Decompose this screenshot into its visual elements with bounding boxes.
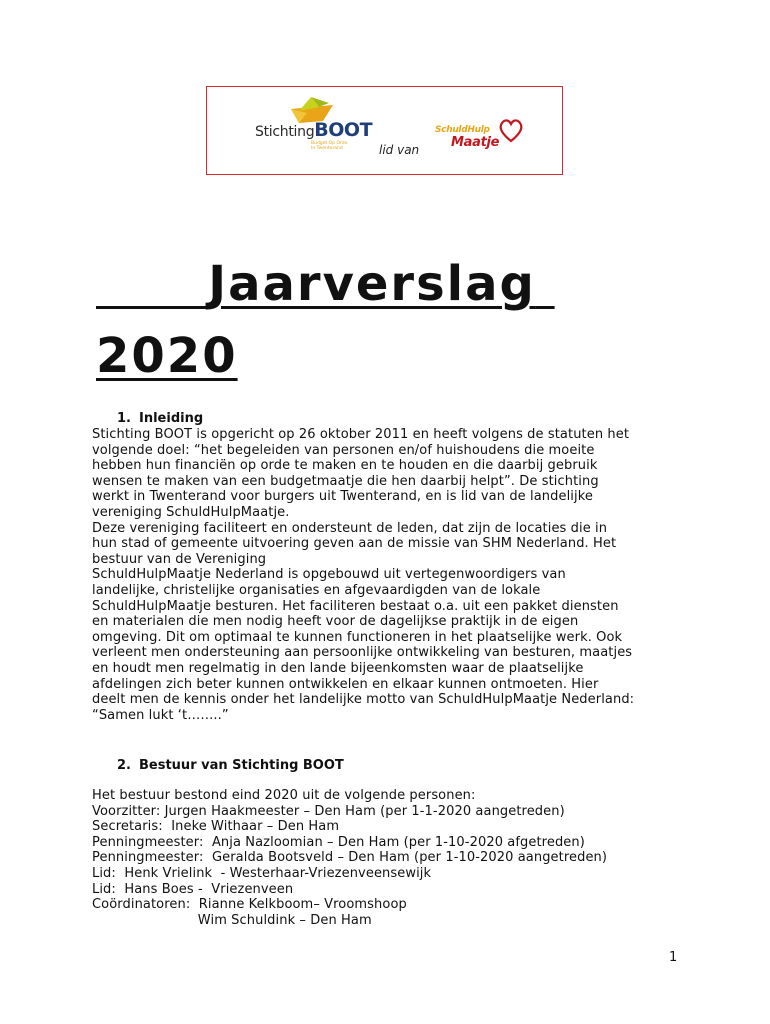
paragraph-line: Lid: Hans Boes - Vriezenveen (92, 881, 294, 897)
paragraph-line: Penningmeester: Geralda Bootsveld – Den Ham (per 1-10-2020 aangetreden) (92, 850, 608, 866)
paragraph-line: Lid: Henk Vrielink - Westerhaar-Vriezenveensewijk (92, 865, 432, 881)
paragraph-line: verleent men ondersteuning aan persoonlijke ontwikkeling van besturen, maatjes (92, 645, 633, 661)
shm-logo-line1: SchuldHulp (435, 125, 490, 135)
section2-number: 2. (117, 758, 131, 773)
section1-title: Inleiding (139, 411, 204, 426)
paragraph-line: bestuur van de Vereniging (92, 551, 267, 567)
paragraph-line: afdelingen zich beter kunnen ontwikkelen en elkaar kunnen ontmoeten. Hier (92, 676, 599, 692)
boot-logo-word2: BOOT (314, 119, 373, 141)
page-number: 1 (669, 950, 678, 965)
paragraph-line: SchuldHulpMaatje Nederland is opgebouwd uit vertegenwoordigers van (92, 567, 566, 583)
title-line1: Jaarverslag (208, 256, 536, 312)
paragraph-line: Voorzitter: Jurgen Haakmeester – Den Ham (per 1-1-2020 aangetreden) (92, 803, 565, 819)
paragraph-line: Wim Schuldink – Den Ham (92, 912, 372, 928)
section1-number: 1. (117, 411, 131, 426)
section2-body (92, 788, 607, 928)
title-line2: 2020 (96, 328, 238, 384)
paragraph-line: Deze vereniging faciliteert en ondersteunt de leden, dat zijn de locaties die in (92, 520, 608, 536)
paragraph-line: landelijke, christelijke organisaties en afgevaardigden van de lokale (92, 582, 541, 598)
heart-icon (497, 117, 525, 143)
paragraph-line: en houdt men regelmatig in den lande bijeenkomsten waar de plaatselijke (92, 660, 584, 676)
lid-van-label: lid van (379, 143, 420, 157)
boot-logo-word1: Stichting (255, 124, 315, 140)
paragraph-line: en materialen die men nodig heeft voor de dagelijkse praktijk in de eigen (92, 614, 579, 630)
paragraph-line: Het bestuur bestond eind 2020 uit de volgende personen: (92, 788, 476, 803)
stichting-boot-logo (255, 121, 372, 140)
paragraph-line: hebben hun financiën op orde te maken en te houden en die daarbij gebruik (92, 458, 598, 474)
paragraph-line: SchuldHulpMaatje besturen. Het faciliteren bestaat o.a. uit een pakket diensten (92, 598, 619, 614)
section1-heading (117, 411, 203, 427)
boot-logo-tagline: Budget Op Orde In Twenterand (311, 141, 348, 151)
paragraph-line: Coördinatoren: Rianne Kelkboom– Vroomshoop (92, 897, 407, 913)
paragraph-line: “Samen lukt ‘t……..” (92, 707, 229, 723)
paragraph-line: volgende doel: “het begeleiden van personen en/of huishoudens die moeite (92, 442, 595, 458)
paragraph-line: hun stad of gemeente uitvoering geven aan de missie van SHM Nederland. Het (92, 536, 617, 552)
section2-heading (117, 758, 344, 774)
paragraph-line: Stichting BOOT is opgericht op 26 oktober 2011 en heeft volgens de statuten het (92, 427, 630, 442)
document-title (96, 248, 656, 392)
section1-body (92, 427, 634, 723)
paragraph-line: omgeving. Dit om optimaal te kunnen functioneren in het plaatselijke werk. Ook (92, 629, 623, 645)
shm-logo-line2: Maatje (451, 135, 500, 150)
paragraph-line: Secretaris: Ineke Withaar – Den Ham (92, 819, 340, 835)
paragraph-line: deelt men de kennis onder het landelijke motto van SchuldHulpMaatje Nederland: (92, 692, 635, 708)
paragraph-line: vereniging SchuldHulpMaatje. (92, 504, 290, 520)
header-logo-box (206, 86, 563, 175)
paragraph-line: wensen te maken van een budgetmaatje die hen daarbij helpt”. De stichting (92, 473, 599, 489)
paragraph-line: werkt in Twenterand voor burgers uit Twenterand, en is lid van de landelijke (92, 489, 593, 505)
paragraph-line: Penningmeester: Anja Nazloomian – Den Ham (per 1-10-2020 afgetreden) (92, 834, 585, 850)
section2-title: Bestuur van Stichting BOOT (139, 758, 344, 773)
